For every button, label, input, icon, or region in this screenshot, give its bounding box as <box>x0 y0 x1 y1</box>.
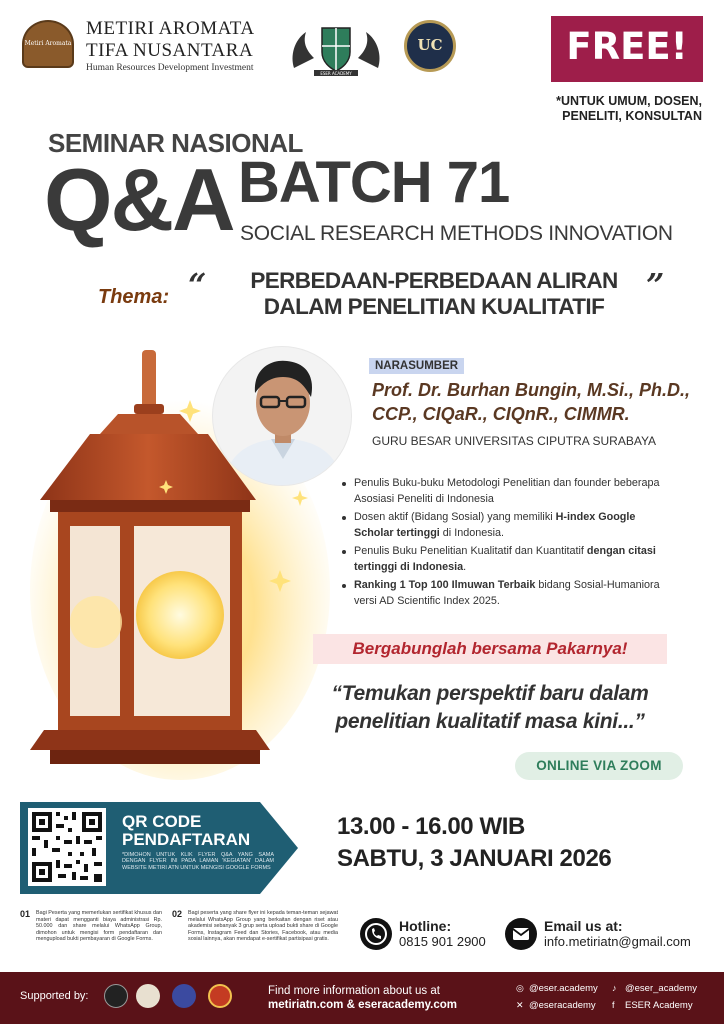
supported-by-label: Supported by: <box>20 990 89 1002</box>
free-label: FREE! <box>566 25 688 68</box>
free-note-line1: *UNTUK UMUM, DOSEN, <box>556 94 702 108</box>
supporter-logo <box>104 984 128 1008</box>
note-number: 01 <box>20 909 31 919</box>
join-text: Bergabunglah bersama Pakarnya! <box>352 639 628 658</box>
credential-item <box>340 578 670 609</box>
credential-text: Penulis Buku Penelitian Kualitatif dan Kuantitatif <box>354 545 587 557</box>
social-instagram[interactable] <box>516 983 598 994</box>
speaker-photo <box>212 346 352 486</box>
facebook-icon: f <box>612 1000 615 1010</box>
event-time: 13.00 - 16.00 WIB <box>337 813 525 840</box>
social-handle: ESER Academy <box>625 1000 693 1011</box>
speaker-credentials <box>340 476 670 612</box>
registration-qr-code[interactable] <box>28 808 106 886</box>
ciputra-university-logo <box>404 20 456 72</box>
credential-text: bidang Sosial-Humaniora versi AD Scientific Index 2025. <box>354 579 660 607</box>
speaker-affiliation: GURU BESAR UNIVERSITAS CIPUTRA SURABAYA <box>372 434 657 448</box>
qr-title-line2: PENDAFTARAN <box>122 830 251 849</box>
theme-label: Thema: <box>98 286 170 308</box>
seminar-label: SEMINAR NASIONAL <box>48 128 303 158</box>
metiri-logo-text: Metiri Aromata <box>24 40 72 47</box>
credential-bold: dengan citasi tertinggi di Indonesia <box>354 545 656 573</box>
website-links[interactable]: metiriatn.com & eseracademy.com <box>268 999 457 1011</box>
supporter-logo <box>208 984 232 1008</box>
metiri-logo <box>22 20 74 68</box>
hotline-label: Hotline: <box>399 918 452 934</box>
uc-logo-text: UC <box>417 36 443 54</box>
online-zoom-text: ONLINE VIA ZOOM <box>536 758 662 773</box>
credential-text: . <box>463 560 467 573</box>
social-tiktok[interactable] <box>612 983 697 994</box>
speaker-name-line1: Prof. Dr. Burhan Bungin, M.Si., Ph.D., <box>372 380 691 400</box>
social-handle: @eser_academy <box>625 983 697 994</box>
credential-item <box>340 544 670 575</box>
credential-text: Dosen aktif (Bidang Sosial) yang memiliki <box>354 511 556 523</box>
note-text: Bagi Peserta yang memerlukan sertifikat khusus dan materi dapat mengganti biaya administrasi Rp. 50.000 dan share melalui WhatsApp Group, dimohon untuk mengisi form pendaftaran dan mengupload bukti pembayaran di Google Forms. <box>36 910 162 943</box>
eser-logo-text: ESER ACADEMY <box>320 71 352 76</box>
theme-line1: PERBEDAAN-PERBEDAAN ALIRAN <box>250 268 618 293</box>
free-note-line2: PENELITI, KONSULTAN <box>562 109 702 123</box>
supporter-logo <box>136 984 160 1008</box>
note-number: 02 <box>172 909 183 919</box>
credential-item <box>340 510 670 541</box>
qr-title-line1: QR CODE <box>122 812 202 831</box>
credential-text: di Indonesia. <box>439 526 505 539</box>
speaker-badge: NARASUMBER <box>369 358 464 374</box>
email-label: Email us at: <box>544 918 623 934</box>
social-handle: @eser.academy <box>529 983 598 994</box>
speaker-portrait-icon <box>213 347 352 486</box>
qr-note: *DIMOHON UNTUK KLIK FLYER Q&A YANG SAMA DENGAN FLYER INI PADA LAMAN 'KEGIATAN' DALAM WEBSITE METIRI ATN UNTUK MENGISI GOOGLE FORMS <box>122 852 274 871</box>
batch-title: BATCH 71 <box>238 150 510 215</box>
speaker-name-line2: CCP., CIQaR., CIQnR., CIMMR. <box>372 404 630 424</box>
online-zoom-badge <box>515 752 683 780</box>
credential-bold: H-index Google Scholar tertinggi <box>354 511 636 539</box>
free-note <box>522 94 702 124</box>
org-name-line1: METIRI AROMATA <box>86 18 255 39</box>
event-date: SABTU, 3 JANUARI 2026 <box>337 845 612 872</box>
phone-icon <box>360 918 392 950</box>
mail-icon <box>505 918 537 950</box>
social-x[interactable] <box>516 1000 596 1011</box>
instagram-icon: ◎ <box>516 983 524 993</box>
org-name-line2: TIFA NUSANTARA <box>86 40 254 61</box>
theme-line2: DALAM PENELITIAN KUALITATIF <box>263 294 605 319</box>
tagline-line2: penelitian kualitatif masa kini...” <box>335 710 645 733</box>
credential-item <box>340 476 670 507</box>
find-info-line1: Find more information about us at <box>268 985 440 997</box>
eser-academy-logo <box>284 18 388 78</box>
email-address[interactable]: info.metiriatn@gmail.com <box>544 934 691 949</box>
join-banner <box>313 634 667 664</box>
org-subtitle: Human Resources Development Investment <box>86 63 254 73</box>
theme-quote-open: “ <box>188 266 207 304</box>
credential-bold: Ranking 1 Top 100 Ilmuwan Terbaik <box>354 579 536 591</box>
event-subtitle: SOCIAL RESEARCH METHODS INNOVATION <box>240 222 673 245</box>
x-icon: ✕ <box>516 1000 524 1010</box>
qa-title: Q&A <box>44 150 234 249</box>
free-badge <box>551 16 703 82</box>
social-handle: @eseracademy <box>529 1000 596 1011</box>
credential-text: Penulis Buku-buku Metodologi Penelitian dan founder beberapa Asosiasi Peneliti di Indonesia <box>354 477 660 505</box>
theme-quote-close: ” <box>646 266 665 304</box>
supporter-logo <box>172 984 196 1008</box>
tagline-line1: “Temukan perspektif baru dalam <box>331 682 649 705</box>
hotline-number[interactable]: 0815 901 2900 <box>399 934 486 949</box>
social-facebook[interactable] <box>612 1000 693 1011</box>
tiktok-icon: ♪ <box>612 983 617 993</box>
note-text: Bagi peserta yang share flyer ini kepada teman-teman sejawat melalui WhatsApp Group yang berkaitan dengan riset atau akademisi sebanyak 3 grup serta upload bukti share di Google Forms, Instagram Feed dan Stories, Facebook, atau media sosial lainnya, akan mendapat e-sertifikat partisipasi gratis. <box>188 910 338 943</box>
